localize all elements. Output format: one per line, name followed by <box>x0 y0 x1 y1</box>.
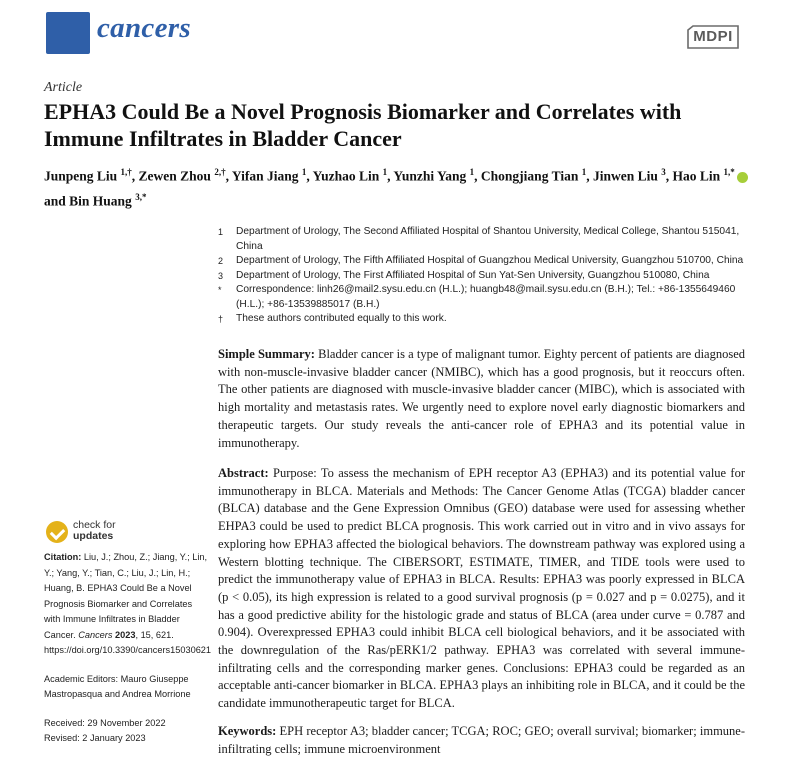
orcid-icon[interactable] <box>737 172 748 183</box>
check-updates-text <box>73 520 116 542</box>
affiliation-text: Correspondence: linh26@mail2.sysu.edu.cn (H.L.); huangb48@mail.sysu.edu.cn (B.H.); Tel.: +86-1355649460 (H.L.); +86-13539885017 (B.H.) <box>236 284 736 310</box>
abstract <box>218 465 745 713</box>
citation-year: 2023 <box>115 629 136 640</box>
check-for-updates-button[interactable] <box>44 518 174 548</box>
affiliation-mark: 1 <box>218 227 224 237</box>
keywords-text: EPH receptor A3; bladder cancer; TCGA; ROC; GEO; overall survival; biomarker; immune-infiltrating cells; immune microenvironment <box>218 724 746 756</box>
author-name[interactable]: Yunzhi Yang <box>393 168 467 184</box>
affiliation <box>218 312 753 327</box>
author-name[interactable]: Zewen Zhou <box>138 168 211 184</box>
author-name[interactable]: Jinwen Liu <box>592 168 658 184</box>
affiliation-text: Department of Urology, The Fifth Affiliated Hospital of Guangzhou Medical University, Guangzhou 510700, China <box>236 255 744 266</box>
abstract-text: Purpose: To assess the mechanism of EPH receptor A3 (EPHA3) and its potential value for immunotherapy in BLCA. Materials and Methods: The Cancer Genome Atlas (TCGA) bladder cancer (BLCA) database and the Gene Expression Omnibus (GEO) database were used for assessing whether EHPA3 could be used to predict BLCA prognosis. This work carried out in vitro and in vivo assays for exploring how EPHA3 affected the biological behaviors. The downstream pathway was explored using a Western blotting technique. The CIBERSORT, ESTIMATE, TIMER, and TIDE tools were used to predict the immunotherapy value of EPHA3 in BLCA. Results: EPHA3 was poorly expressed in BLCA (p < 0.05), its high expression is related to a good survival prognosis (p = 0.027 and p = 0.0275), and it has a good predictive ability for the histologic grade and status of BLCA (area under curve = 0.787 and 0.904). Overexpressed EPHA3 could inhibit BLCA cell biological behaviors, and it be associated with the downregulation of the Ras/pERK1/2 pathway. EPHA3 was correlated with several immune-infiltrating cells and the corresponding marker genes. Conclusions: EPHA3 could be regarded as an acceptable anti-cancer biomarker in BLCA. EPHA3 plays an inhibiting role in BLCA, and it could be the candidate immunotherapeutic target for BLCA. <box>218 466 746 711</box>
author-name[interactable]: Junpeng Liu <box>44 168 118 184</box>
affiliation <box>218 269 753 284</box>
keywords <box>218 723 745 758</box>
affiliation <box>218 254 753 269</box>
author-sup: 1 <box>382 167 388 177</box>
affiliation <box>218 283 753 312</box>
check-updates-line2: updates <box>73 530 114 542</box>
author-sup: 1,† <box>120 167 132 177</box>
author-name[interactable]: Hao Lin <box>672 168 721 184</box>
authors-and: and <box>44 193 66 208</box>
affiliation-mark: * <box>218 285 222 295</box>
author-sup: 3 <box>661 167 666 177</box>
journal-name: cancers <box>97 12 191 44</box>
affiliation <box>218 225 753 254</box>
affiliation-mark: † <box>218 314 224 324</box>
author-name[interactable]: Yifan Jiang <box>231 168 299 184</box>
citation-volume-doi[interactable]: , 15, 621. https://doi.org/10.3390/cancers15030621 <box>44 629 212 655</box>
author-sup: 2,† <box>214 167 226 177</box>
editors-label: Academic Editors: <box>44 673 119 684</box>
publisher-logo <box>685 24 741 50</box>
citation-label: Citation: <box>44 552 82 562</box>
keywords-label: Keywords: <box>218 724 277 738</box>
academic-editors <box>44 672 209 703</box>
author-sup: 1 <box>469 167 475 177</box>
author-name[interactable]: Chongjiang Tian <box>480 168 579 184</box>
affiliation-text: These authors contributed equally to this work. <box>236 313 447 324</box>
article-title: EPHA3 Could Be a Novel Prognosis Biomarker and Correlates with Immune Infiltrates in Bladder Cancer <box>44 99 682 151</box>
sidebar <box>44 550 212 747</box>
simple-summary-text: Bladder cancer is a type of malignant tumor. Eighty percent of patients are diagnosed with non-muscle-invasive bladder cancer (NMIBC), which has a good prognosis, but it reoccurs often. The other patients are diagnosed with muscle-invasive bladder cancer (MIBC), which is associated with high mortality and metastasis rates. We urgently need to explore novel early diagnostic biomarkers and therapeutic targets. Our study reveals the anti-cancer role of EPHA3 and its potential value in immunotherapy. <box>218 347 746 450</box>
received-date: Received: 29 November 2022 <box>44 717 166 728</box>
affiliation-mark: 3 <box>218 270 224 281</box>
author-name[interactable]: Bin Huang <box>69 193 132 208</box>
editors-text: Mauro Giuseppe Mastropasqua and Andrea Morrione <box>44 673 191 699</box>
simple-summary <box>218 346 745 452</box>
revised-date: Revised: 2 January 2023 <box>44 733 146 743</box>
article-type: Article <box>44 80 83 95</box>
author-name[interactable]: Yuzhao Lin <box>312 168 380 184</box>
author-list: Junpeng Liu $^{1,\dagger}$, Zewen Zhou $^{2,\dagger}$, Yifan Jiang $^1$, Yuzhao Lin $^1$, Yunzhi Yang $^1$, Chongjiang Tian $^1$, Jinwen Liu $^3$, Hao Lin $^{1,*}$ and Bin Huang $^{3,*}$ <box>44 162 764 211</box>
author-sup: 1 <box>581 167 587 177</box>
author-sup: 1,* <box>723 167 735 177</box>
publisher-name: MDPI <box>693 28 733 45</box>
author-sup: 1 <box>301 167 307 177</box>
affiliation-text: Department of Urology, The First Affiliated Hospital of Sun Yat-Sen University, Guangzhou 510080, China <box>236 269 710 281</box>
affiliation-mark: 2 <box>218 256 224 266</box>
journal-logo <box>46 12 90 54</box>
checkmark-icon <box>46 521 68 543</box>
citation-journal: Cancers <box>78 629 113 640</box>
affiliation-text: Department of Urology, The Second Affiliated Hospital of Shantou University, Medical College, Shantou 515041, China <box>236 226 740 252</box>
author-sup: 3,* <box>135 191 147 202</box>
citation-text: Liu, J.; Zhou, Z.; Jiang, Y.; Lin, Y.; Yang, Y.; Tian, C.; Liu, J.; Lin, H.; Huang, B. EPHA3 Could Be a Novel Prognosis Biomarker and Correlates with Immune Infiltrates in Bladder Cancer. <box>44 552 208 640</box>
abstract-label: Abstract: <box>218 466 269 480</box>
affiliations <box>218 225 753 327</box>
check-updates-line1: check for <box>73 519 116 531</box>
simple-summary-label: Simple Summary: <box>218 347 315 361</box>
citation <box>44 550 212 659</box>
